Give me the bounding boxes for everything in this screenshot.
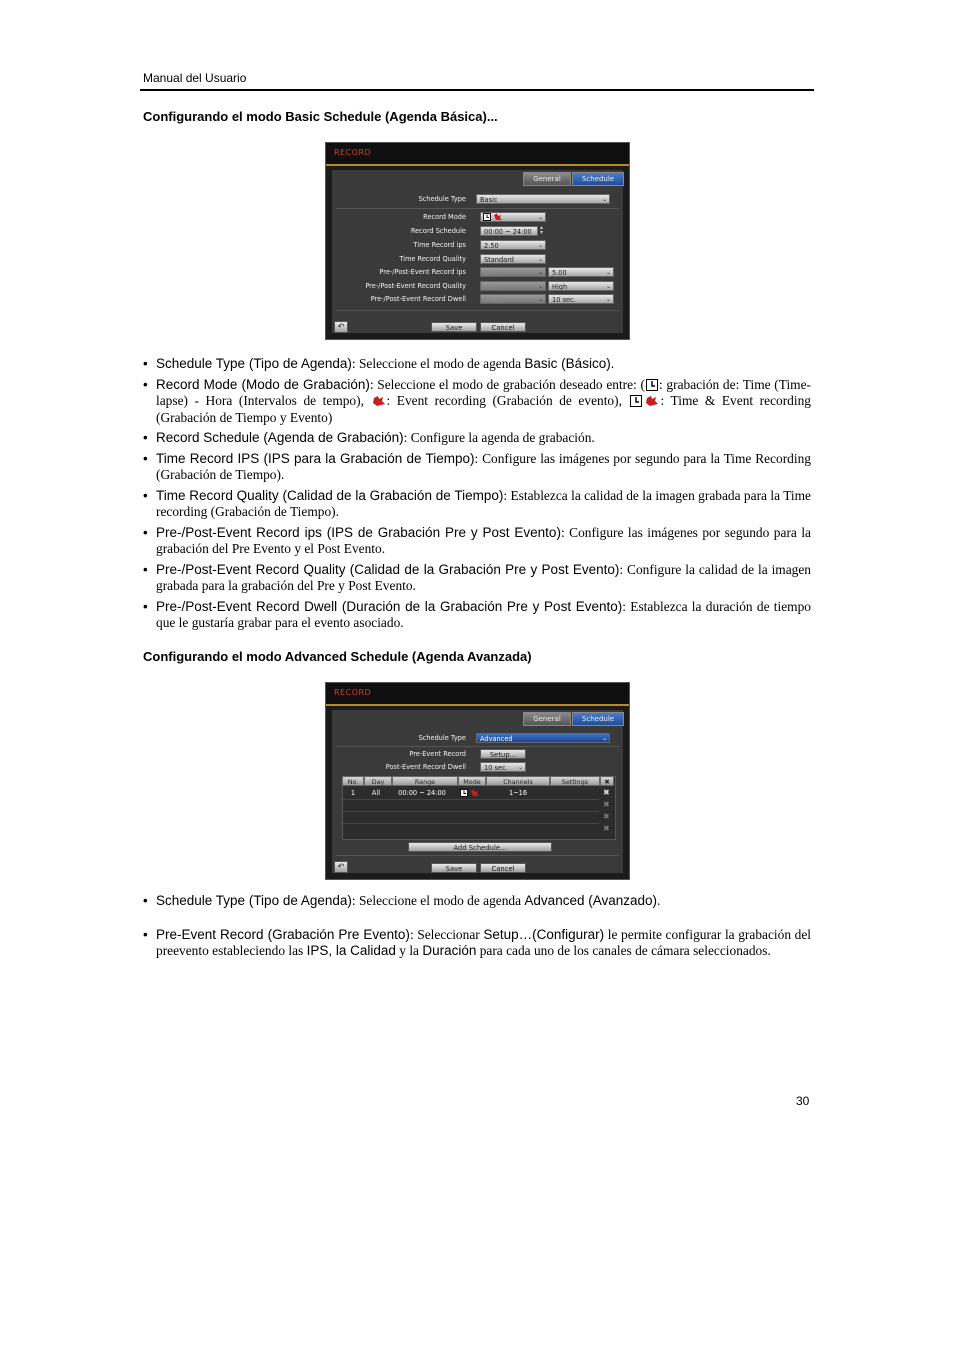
schedule-type-label: Schedule Type	[418, 195, 466, 203]
prepost-quality-label: Pre-/Post-Event Record Quality	[365, 282, 466, 290]
list-item: • Schedule Type (Tipo de Agenda): Seleccione el modo de agenda Basic (Básico).	[143, 356, 811, 373]
delete-all-icon[interactable]: ✖	[600, 776, 614, 786]
window-title: RECORD	[334, 688, 372, 697]
col-settings: Settings	[550, 776, 600, 786]
record-schedule-label: Record Schedule	[410, 227, 466, 235]
list-item: • Time Record Quality (Calidad de la Grabación de Tiempo): Establezca la calidad de la imagen grabada para la Time recording (Grabación de Tiempo).	[143, 488, 811, 521]
row-channels[interactable]: 1~16	[508, 789, 528, 797]
list-item: • Record Mode (Modo de Grabación): Seleccione el modo de grabación deseado entre: ( : grabación de: Time (Time-lapse) - Hora (Intervalos de tempo), : Event recording (Grabación de evento), : Time & Event recording (Grabación de Tiempo y Evento)	[143, 377, 811, 427]
schedule-type-select[interactable]: Basic ⌄	[476, 194, 610, 204]
col-day: Day	[364, 776, 392, 786]
record-mode-select[interactable]: ⌄	[480, 212, 546, 222]
list-item: • Record Schedule (Agenda de Grabación): Configure la agenda de grabación.	[143, 430, 811, 447]
list-item: • Pre-/Post-Event Record Dwell (Duración de la Grabación Pre y Post Evento): Establezca la duración de tiempo que le gustaría grabar para el evento asociado.	[143, 599, 811, 632]
save-button[interactable]: Save	[431, 322, 477, 332]
col-channels: Channels	[486, 776, 550, 786]
time-mode-icon	[646, 379, 658, 391]
advanced-bullet-list	[143, 893, 811, 964]
schedule-type-select[interactable]: Advanced ⌄	[476, 733, 610, 743]
list-item: • Pre-Event Record (Grabación Pre Evento): Seleccionar Setup…(Configurar) le permite configurar la grabación del preevento estableciendo las IPS, la Calidad y la Duración para cada uno de los canales de cámara seleccionados.	[143, 927, 811, 960]
section-title-advanced: Configurando el modo Advanced Schedule (Agenda Avanzada)	[143, 649, 532, 664]
time-event-mode-icon	[630, 395, 660, 407]
pre-event-ips-select[interactable]: 5.00 ⌄	[480, 267, 546, 277]
list-item: • Time Record IPS (IPS para la Grabación de Tiempo): Configure las imágenes por segundo para la Time Recording (Grabación de Tiempo).	[143, 451, 811, 484]
pre-event-quality-select[interactable]: High ⌄	[480, 281, 546, 291]
back-arrow-icon[interactable]: ↶	[334, 321, 348, 333]
pre-event-dwell-select[interactable]: 5 sec. ⌄	[480, 294, 546, 304]
col-no: No.	[342, 776, 364, 786]
post-event-ips-select[interactable]: 5.00 ⌄	[548, 267, 614, 277]
basic-schedule-screenshot	[325, 142, 630, 340]
col-range: Range	[392, 776, 458, 786]
header-rule	[140, 89, 814, 91]
time-event-mode-icon[interactable]	[460, 789, 480, 797]
record-schedule-field[interactable]: 00:00 ~ 24:00	[480, 226, 538, 236]
window-title: RECORD	[334, 148, 372, 157]
cancel-button[interactable]: Cancel	[480, 322, 526, 332]
delete-x-icon: ✖	[603, 800, 610, 809]
list-item: • Pre-/Post-Event Record ips (IPS de Grabación Pre y Post Evento): Configure las imágenes por segundo para la grabación del Pre Evento y el Post Evento.	[143, 525, 811, 558]
row-day[interactable]: All	[371, 789, 381, 797]
basic-bullet-list	[143, 356, 811, 636]
record-mode-label: Record Mode	[423, 213, 466, 221]
delete-x-icon: ✖	[603, 824, 610, 833]
time-record-ips-select[interactable]: 2.50 ⌄	[480, 240, 546, 250]
tab-schedule[interactable]: Schedule	[572, 712, 624, 726]
running-header: Manual del Usuario	[143, 71, 247, 85]
col-mode: Mode	[458, 776, 486, 786]
post-event-quality-select[interactable]: High ⌄	[548, 281, 614, 291]
event-mode-icon	[372, 395, 386, 407]
time-record-ips-label: Time Record ips	[413, 241, 466, 249]
page-number: 30	[796, 1094, 810, 1108]
prepost-dwell-label: Pre-/Post-Event Record Dwell	[370, 295, 466, 303]
spinner-icon[interactable]: ▴ ▾	[540, 224, 544, 236]
prepost-ips-label: Pre-/Post-Event Record ips	[379, 268, 466, 276]
delete-x-icon: ✖	[603, 812, 610, 821]
post-event-dwell-select[interactable]: 10 sec. ⌄	[480, 762, 526, 772]
schedule-type-label: Schedule Type	[418, 734, 466, 742]
list-item: • Pre-/Post-Event Record Quality (Calidad de la Grabación Pre y Post Evento): Configure la calidad de la imagen grabada para la grabación del Pre y Post Evento.	[143, 562, 811, 595]
row-range[interactable]: 00:00 ~ 24:00	[398, 789, 446, 797]
back-arrow-icon[interactable]: ↶	[334, 861, 348, 873]
cancel-button[interactable]: Cancel	[480, 863, 526, 873]
list-item: • Schedule Type (Tipo de Agenda): Seleccione el modo de agenda Advanced (Avanzado).	[143, 893, 811, 910]
time-record-quality-label: Time Record Quality	[399, 255, 466, 263]
post-event-dwell-label: Post-Event Record Dwell	[385, 763, 466, 771]
section-title-basic: Configurando el modo Basic Schedule (Agenda Básica)...	[143, 109, 498, 124]
tab-schedule[interactable]: Schedule	[572, 172, 624, 186]
delete-x-icon[interactable]: ✖	[603, 788, 610, 797]
add-schedule-button[interactable]: Add Schedule...	[408, 842, 552, 852]
post-event-dwell-select[interactable]: 10 sec. ⌄	[548, 294, 614, 304]
time-record-quality-select[interactable]: Standard ⌄	[480, 254, 546, 264]
pre-event-record-label: Pre-Event Record	[409, 750, 466, 758]
save-button[interactable]: Save	[431, 863, 477, 873]
tab-general[interactable]: General	[523, 712, 571, 726]
row-no: 1	[350, 789, 356, 797]
tab-general[interactable]: General	[523, 172, 571, 186]
advanced-schedule-screenshot	[325, 682, 630, 880]
setup-button[interactable]: Setup...	[480, 749, 526, 759]
